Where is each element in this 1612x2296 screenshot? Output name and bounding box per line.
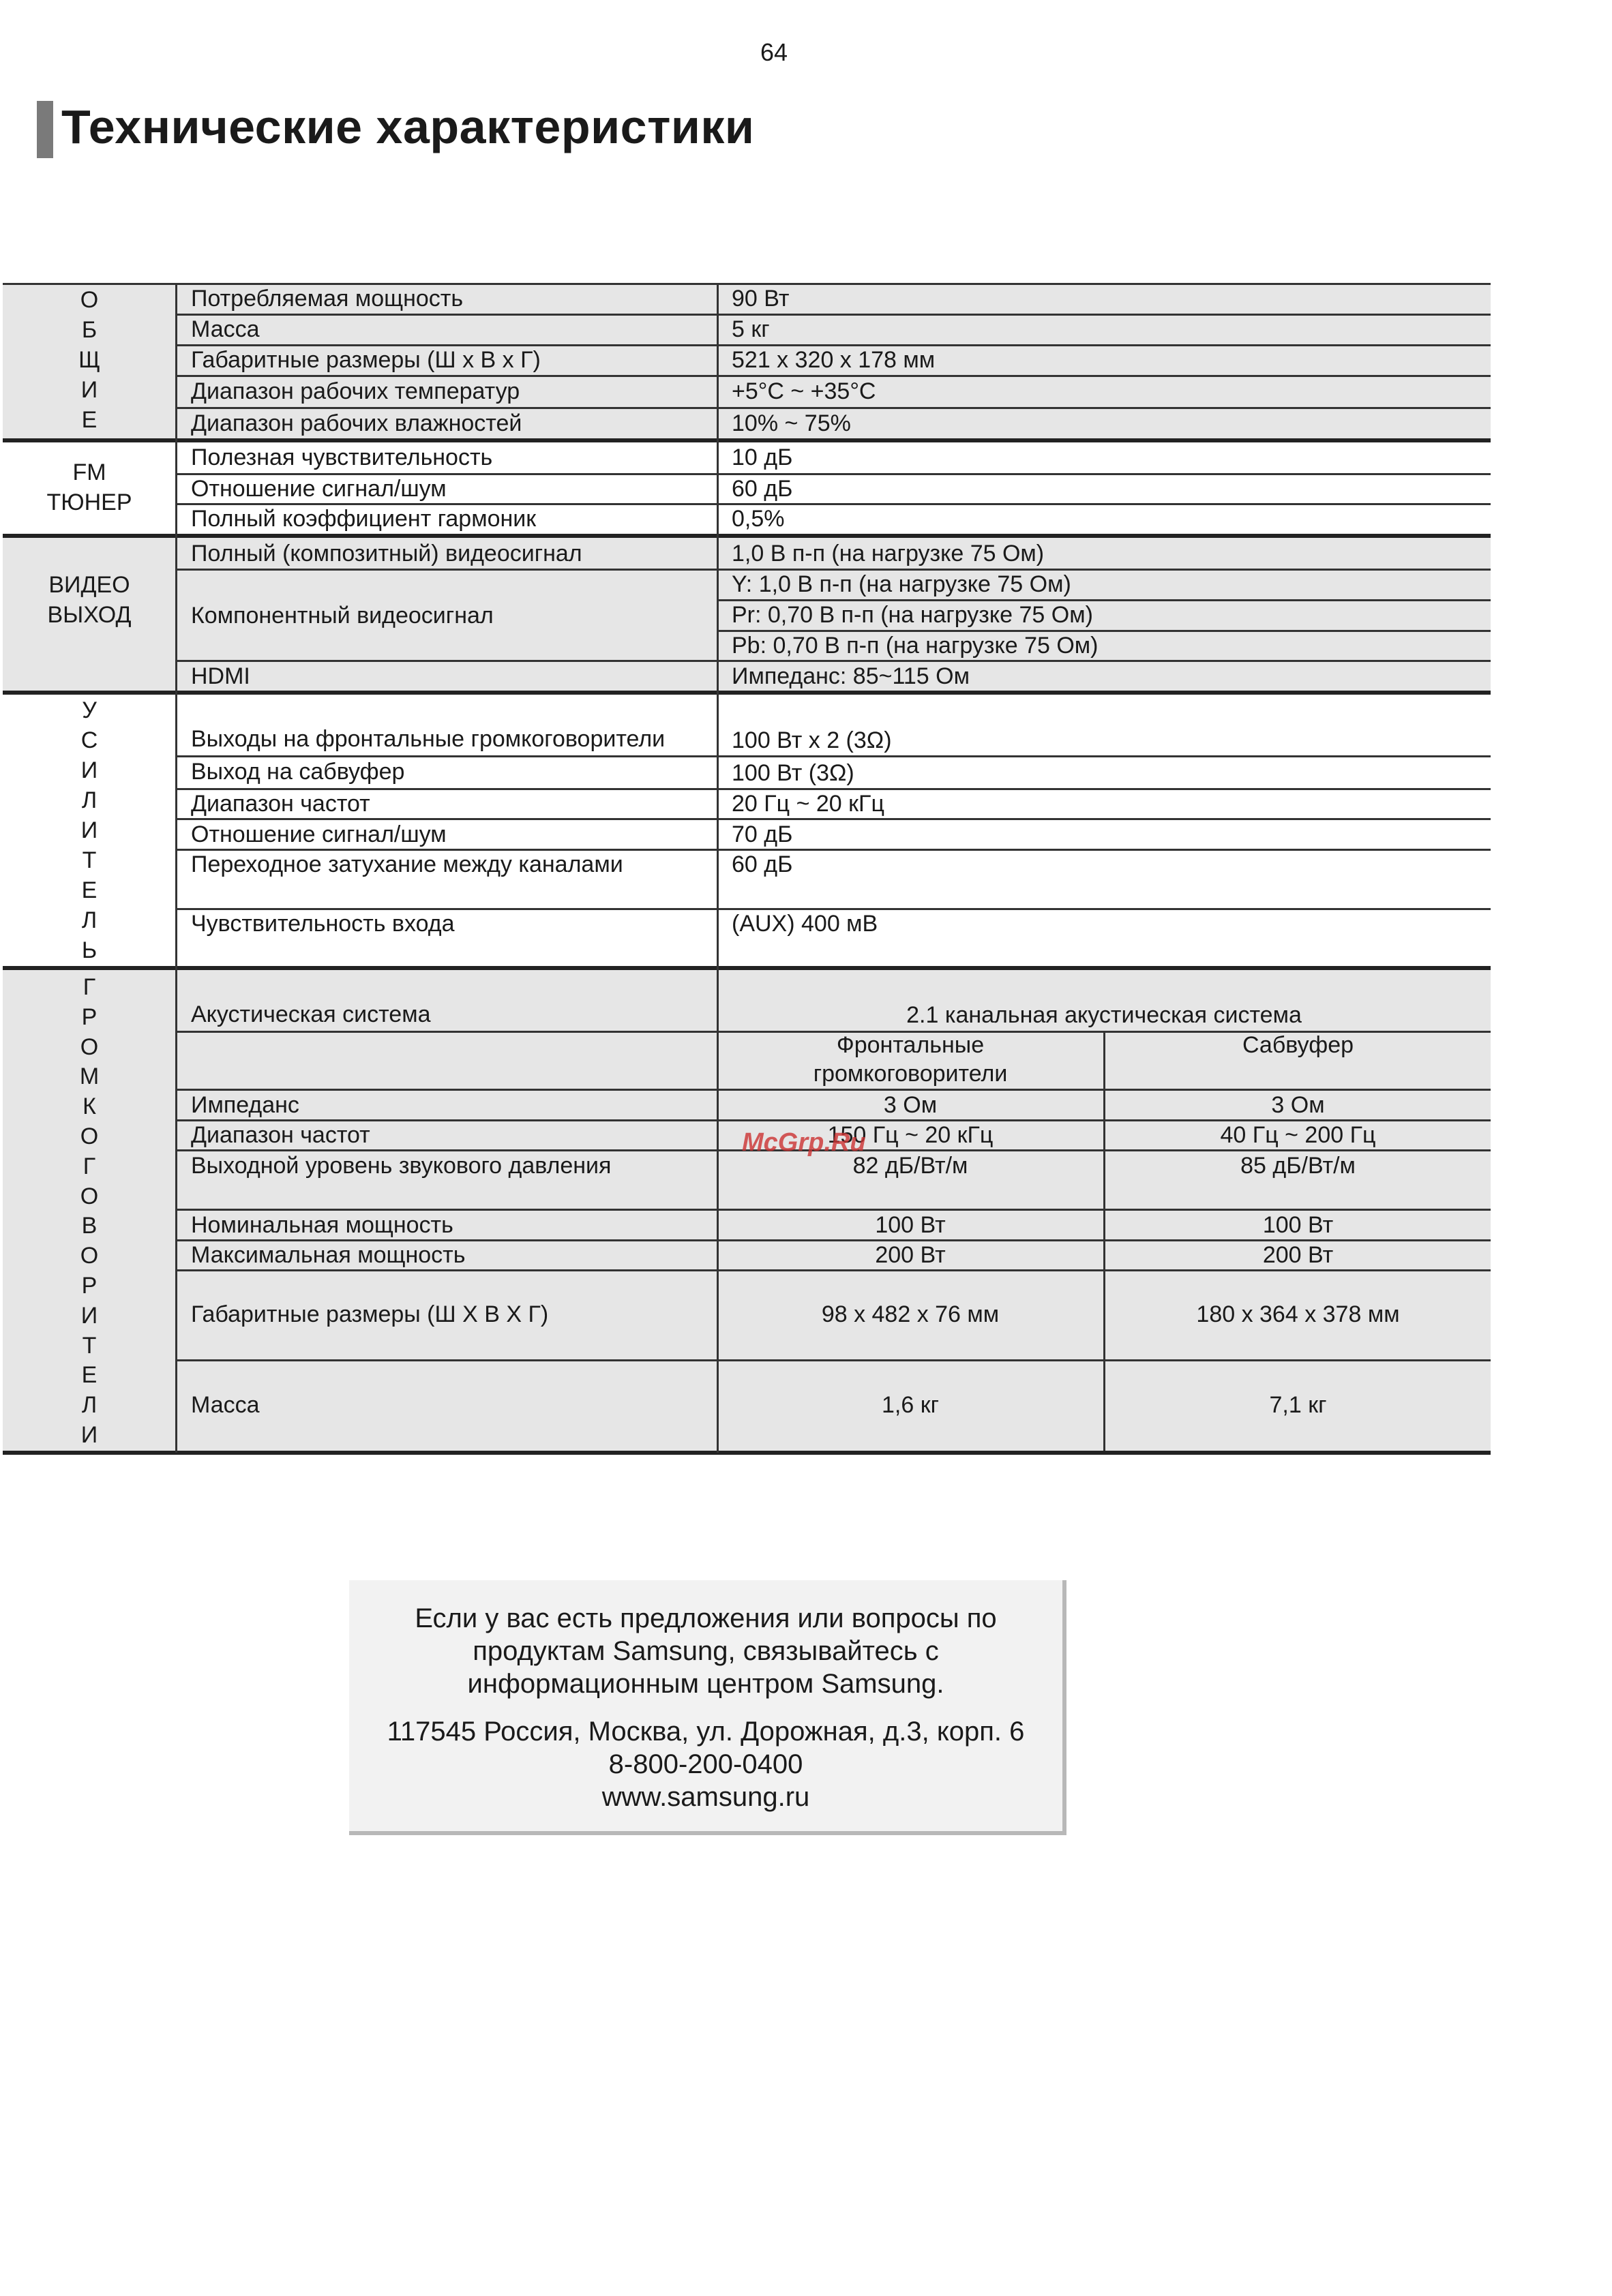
- spec-label: Отношение сигнал/шум: [191, 476, 447, 502]
- spec-label: Отношение сигнал/шум: [191, 821, 447, 847]
- spec-value: 3 Ом: [1271, 1092, 1325, 1118]
- spec-value: 100 Вт: [875, 1212, 946, 1238]
- spec-value: 5 кг: [732, 316, 770, 342]
- spec-label: Номинальная мощность: [191, 1212, 453, 1238]
- spec-value: 70 дБ: [732, 821, 793, 847]
- spec-value: 200 Вт: [875, 1242, 946, 1268]
- column-line: [175, 283, 177, 1453]
- spec-label: Габаритные размеры (Ш x В x Г): [191, 347, 541, 373]
- column-header-sub: Сабвуфер: [1242, 1032, 1354, 1058]
- spec-value: +5°C ~ +35°C: [732, 378, 876, 404]
- contact-website[interactable]: www.samsung.ru: [601, 1782, 810, 1812]
- contact-box: [349, 1580, 1066, 1835]
- spec-value: 180 x 364 x 378 мм: [1196, 1301, 1400, 1327]
- spec-value: 10 дБ: [732, 444, 793, 470]
- category-amp: У С И Л И Т Е Л Ь: [80, 697, 98, 963]
- page-title: Технические характеристики: [61, 100, 755, 153]
- spec-label: Диапазон рабочих температур: [191, 378, 520, 404]
- spec-label: Диапазон рабочих влажностей: [191, 410, 522, 436]
- spec-label: Полный коэффициент гармоник: [191, 506, 537, 532]
- spec-value: 20 Гц ~ 20 кГц: [732, 791, 884, 817]
- spec-value: 100 Вт: [1262, 1212, 1334, 1238]
- spec-value: 2.1 канальная акустическая система: [906, 1002, 1302, 1028]
- spec-label: Акустическая система: [191, 1001, 431, 1027]
- spec-label: Выходной уровень звукового давления: [191, 1153, 612, 1179]
- spec-label: HDMI: [191, 663, 250, 689]
- spec-value: Pb: 0,70 В п-п (на нагрузке 75 Ом): [732, 633, 1099, 659]
- column-header-front: Фронтальные громкоговорители: [813, 1032, 1008, 1087]
- spec-value: 7,1 кг: [1269, 1392, 1327, 1418]
- spec-value: 82 дБ/Вт/м: [852, 1153, 968, 1179]
- spec-label: Выходы на фронтальные громкоговорители: [191, 726, 666, 752]
- spec-value: 10% ~ 75%: [732, 410, 851, 436]
- spec-value: 85 дБ/Вт/м: [1240, 1153, 1356, 1179]
- category-fm: FM ТЮНЕР: [46, 459, 132, 515]
- spec-label: Масса: [191, 1392, 260, 1418]
- column-line: [717, 283, 719, 1453]
- spec-value: (AUX) 400 мВ: [732, 911, 878, 937]
- spec-value: 60 дБ: [732, 476, 793, 502]
- contact-address: 117545 Россия, Москва, ул. Дорожная, д.3, корп. 6: [387, 1717, 1025, 1747]
- spec-value: 98 x 482 x 76 мм: [821, 1301, 1000, 1327]
- spec-value: 100 Вт x 2 (3Ω): [732, 727, 892, 753]
- spec-value: Импеданс: 85~115 Ом: [732, 663, 970, 689]
- spec-label: Габаритные размеры (Ш X В X Г): [191, 1301, 549, 1327]
- spec-label: Переходное затухание между каналами: [191, 851, 623, 877]
- contact-line: Если у вас есть предложения или вопросы по: [415, 1603, 997, 1633]
- spec-value: 3 Ом: [883, 1092, 938, 1118]
- spec-value: Y: 1,0 В п-п (на нагрузке 75 Ом): [732, 571, 1071, 597]
- spec-label: Компонентный видеосигнал: [191, 603, 494, 629]
- table-bottom-line: [3, 1451, 1491, 1455]
- spec-label: Максимальная мощность: [191, 1242, 466, 1268]
- spec-label: Полезная чувствительность: [191, 444, 493, 470]
- spec-value: 0,5%: [732, 506, 785, 532]
- spec-value: 1,0 В п-п (на нагрузке 75 Ом): [732, 541, 1045, 567]
- spec-value: 40 Гц ~ 200 Гц: [1220, 1122, 1376, 1148]
- spec-value: 100 Вт (3Ω): [732, 760, 854, 786]
- spec-value: 200 Вт: [1262, 1242, 1334, 1268]
- category-general: О Б Щ И Е: [78, 287, 100, 433]
- contact-line: продуктам Samsung, связывайтесь с: [473, 1636, 939, 1666]
- spec-value: 60 дБ: [732, 851, 793, 877]
- spec-value: 150 Гц ~ 20 кГц: [827, 1122, 994, 1148]
- spec-label: Диапазон частот: [191, 791, 370, 817]
- title-accent-bar: [37, 101, 53, 158]
- contact-line: информационным центром Samsung.: [467, 1669, 944, 1699]
- spec-label: Потребляемая мощность: [191, 286, 464, 312]
- watermark: McGrp.Ru: [742, 1128, 866, 1157]
- category-speakers: Г Р О М К О Г О В О Р И Т Е Л И: [79, 974, 100, 1448]
- spec-value: 521 x 320 x 178 мм: [732, 347, 936, 373]
- spec-label: Масса: [191, 316, 260, 342]
- spec-label: Импеданс: [191, 1092, 299, 1118]
- spec-label: Диапазон частот: [191, 1122, 370, 1148]
- spec-label: Чувствительность входа: [191, 911, 455, 937]
- page-number: 64: [760, 38, 788, 66]
- spec-value: Pr: 0,70 В п-п (на нагрузке 75 Ом): [732, 602, 1093, 628]
- spec-label: Полный (композитный) видеосигнал: [191, 541, 582, 567]
- contact-phone: 8-800-200-0400: [608, 1749, 803, 1779]
- category-video: ВИДЕО ВЫХОД: [47, 572, 132, 628]
- spec-label: Выход на сабвуфер: [191, 759, 405, 785]
- spec-value: 1,6 кг: [882, 1392, 939, 1418]
- spec-value: 90 Вт: [732, 286, 790, 312]
